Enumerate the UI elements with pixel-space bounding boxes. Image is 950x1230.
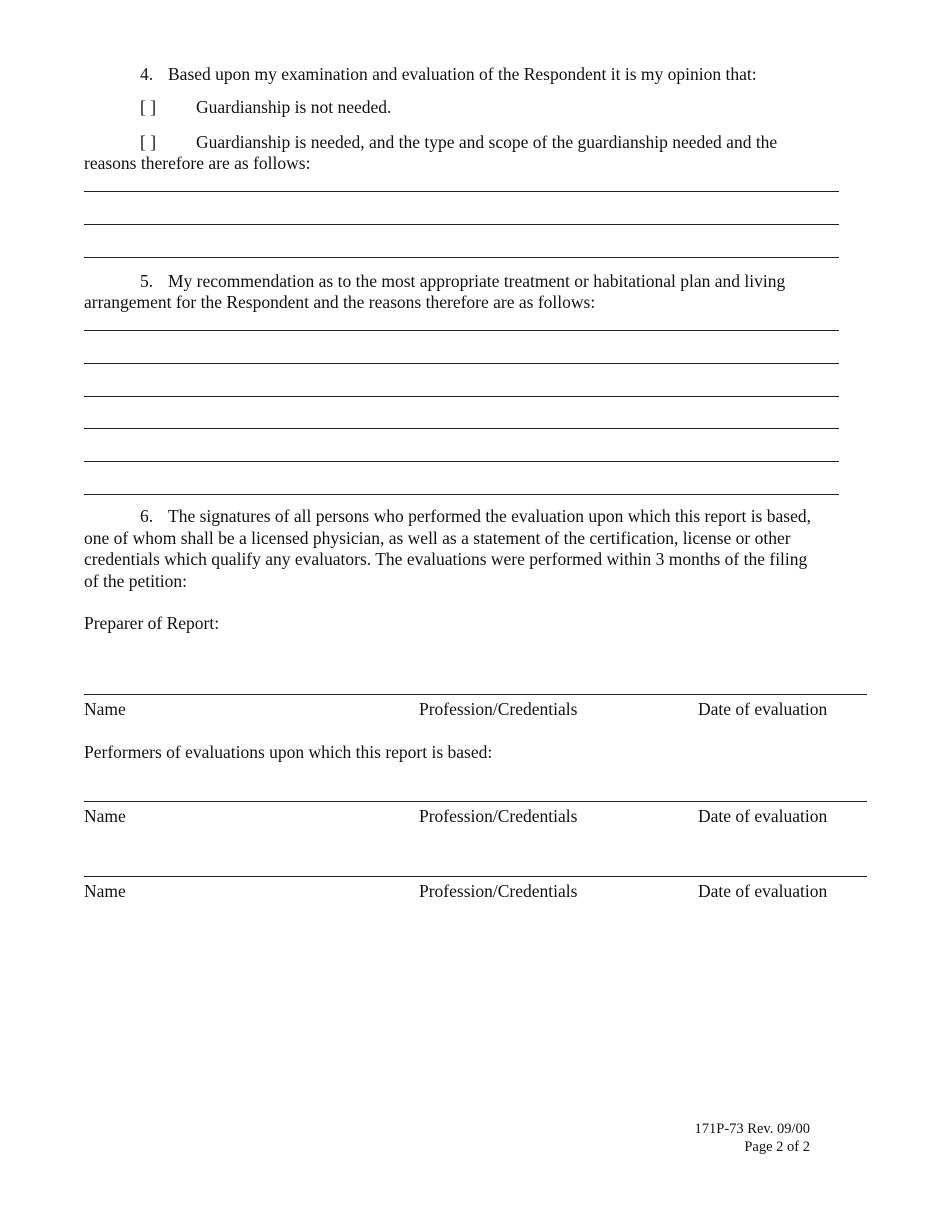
- performer-signature-line[interactable]: [84, 876, 867, 877]
- preparer-heading: Preparer of Report:: [84, 613, 220, 633]
- section-6-text-line3: credentials which qualify any evaluators. The evaluations were performed within 3 months of the filing: [84, 549, 808, 569]
- answer-line[interactable]: [84, 428, 839, 429]
- answer-line[interactable]: [84, 363, 839, 364]
- answer-line[interactable]: [84, 396, 839, 397]
- section-5-number: 5.: [140, 271, 154, 291]
- answer-line[interactable]: [84, 224, 839, 225]
- answer-line[interactable]: [84, 461, 839, 462]
- preparer-date-label: Date of evaluation: [698, 699, 828, 719]
- section-6-text-line4: of the petition:: [84, 571, 188, 591]
- performer-profession-label: Profession/Credentials: [419, 806, 578, 826]
- performer-date-label: Date of evaluation: [698, 881, 828, 901]
- performer-name-label: Name: [84, 881, 126, 901]
- section-5-text-line2: arrangement for the Respondent and the reasons therefore are as follows:: [84, 292, 596, 312]
- preparer-signature-line[interactable]: [84, 694, 867, 695]
- checkbox-guardianship-needed[interactable]: [ ]: [140, 132, 157, 152]
- preparer-profession-label: Profession/Credentials: [419, 699, 578, 719]
- performer-name-label: Name: [84, 806, 126, 826]
- section-4-number: 4.: [140, 64, 154, 84]
- performer-signature-line[interactable]: [84, 801, 867, 802]
- guardianship-needed-label: Guardianship is needed, and the type and scope of the guardianship needed and the: [196, 132, 778, 152]
- section-5-text-line1: My recommendation as to the most appropriate treatment or habitational plan and living: [168, 271, 786, 291]
- answer-line[interactable]: [84, 257, 839, 258]
- checkbox-guardianship-not-needed[interactable]: [ ]: [140, 97, 157, 117]
- section-6-number: 6.: [140, 506, 154, 526]
- section-6-text-line1: The signatures of all persons who performed the evaluation upon which this report is based,: [168, 506, 811, 526]
- answer-line[interactable]: [84, 494, 839, 495]
- section-6-text-line2: one of whom shall be a licensed physician, as well as a statement of the certification, license or other: [84, 528, 791, 548]
- performer-profession-label: Profession/Credentials: [419, 881, 578, 901]
- preparer-name-label: Name: [84, 699, 126, 719]
- answer-line[interactable]: [84, 191, 839, 192]
- section-4-text: Based upon my examination and evaluation of the Respondent it is my opinion that:: [168, 64, 757, 84]
- page-number: Page 2 of 2: [744, 1139, 810, 1155]
- guardianship-not-needed-label: Guardianship is not needed.: [196, 97, 392, 117]
- answer-line[interactable]: [84, 330, 839, 331]
- performer-date-label: Date of evaluation: [698, 806, 828, 826]
- guardianship-needed-label-continued: reasons therefore are as follows:: [84, 153, 311, 173]
- performers-heading: Performers of evaluations upon which this report is based:: [84, 742, 493, 762]
- form-number: 171P-73 Rev. 09/00: [694, 1121, 810, 1137]
